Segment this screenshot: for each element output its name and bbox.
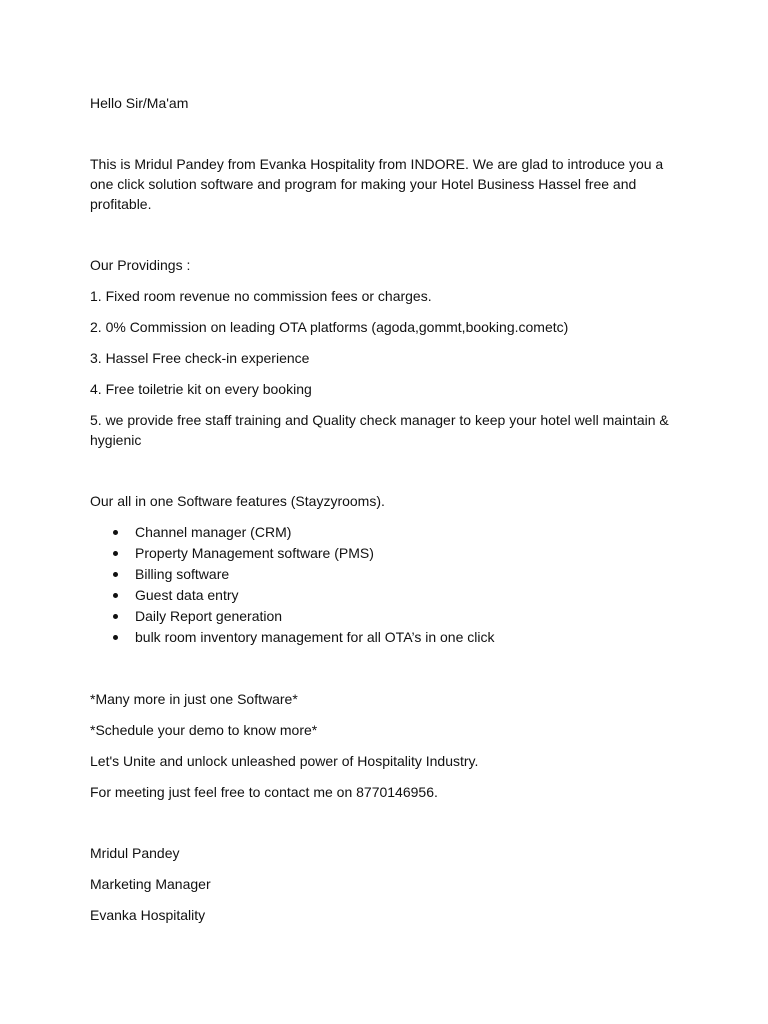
feature-label: bulk room inventory management for all OTA’s in one click	[135, 629, 495, 645]
feature-label: Guest data entry	[135, 587, 239, 603]
feature-label: Billing software	[135, 566, 230, 582]
greeting: Hello Sir/Ma'am	[90, 95, 189, 111]
letter-body	[90, 93, 690, 925]
features-list	[90, 522, 690, 648]
signature-name: Mridul Pandey	[90, 845, 180, 861]
feature-label: Daily Report generation	[135, 608, 283, 624]
providings-heading: Our Providings :	[90, 257, 191, 273]
feature-item	[90, 564, 690, 585]
signature-company: Evanka Hospitality	[90, 907, 206, 923]
feature-item	[90, 606, 690, 627]
signature-title: Marketing Manager	[90, 876, 211, 892]
bullet-icon	[113, 530, 118, 535]
feature-item	[90, 522, 690, 543]
bullet-icon	[113, 572, 118, 577]
feature-label: Channel manager (CRM)	[135, 524, 292, 540]
closing-line: *Many more in just one Software*	[90, 691, 298, 707]
providing-item: 1. Fixed room revenue no commission fees or charges.	[90, 288, 432, 304]
providing-item: 5. we provide free staff training and Quality check manager to keep your hotel well maintain & hygienic	[90, 412, 669, 448]
providing-item: 2. 0% Commission on leading OTA platforms (agoda,gommt,booking.cometc)	[90, 319, 569, 335]
bullet-icon	[113, 614, 118, 619]
feature-label: Property Management software (PMS)	[135, 545, 374, 561]
bullet-icon	[113, 593, 118, 598]
feature-item	[90, 627, 690, 648]
features-heading: Our all in one Software features (Stayzyrooms).	[90, 493, 385, 509]
providing-item: 3. Hassel Free check-in experience	[90, 350, 310, 366]
bullet-icon	[113, 635, 118, 640]
providing-item: 4. Free toiletrie kit on every booking	[90, 381, 312, 397]
contact-line: For meeting just feel free to contact me on 8770146956.	[90, 784, 438, 800]
closing-line: *Schedule your demo to know more*	[90, 722, 318, 738]
bullet-icon	[113, 551, 118, 556]
feature-item	[90, 543, 690, 564]
feature-item	[90, 585, 690, 606]
closing-line: Let's Unite and unlock unleashed power of Hospitality Industry.	[90, 753, 479, 769]
intro-paragraph: This is Mridul Pandey from Evanka Hospitality from INDORE. We are glad to introduce you a one click solution software and program for making your Hotel Business Hassel free and profitable.	[90, 156, 664, 212]
